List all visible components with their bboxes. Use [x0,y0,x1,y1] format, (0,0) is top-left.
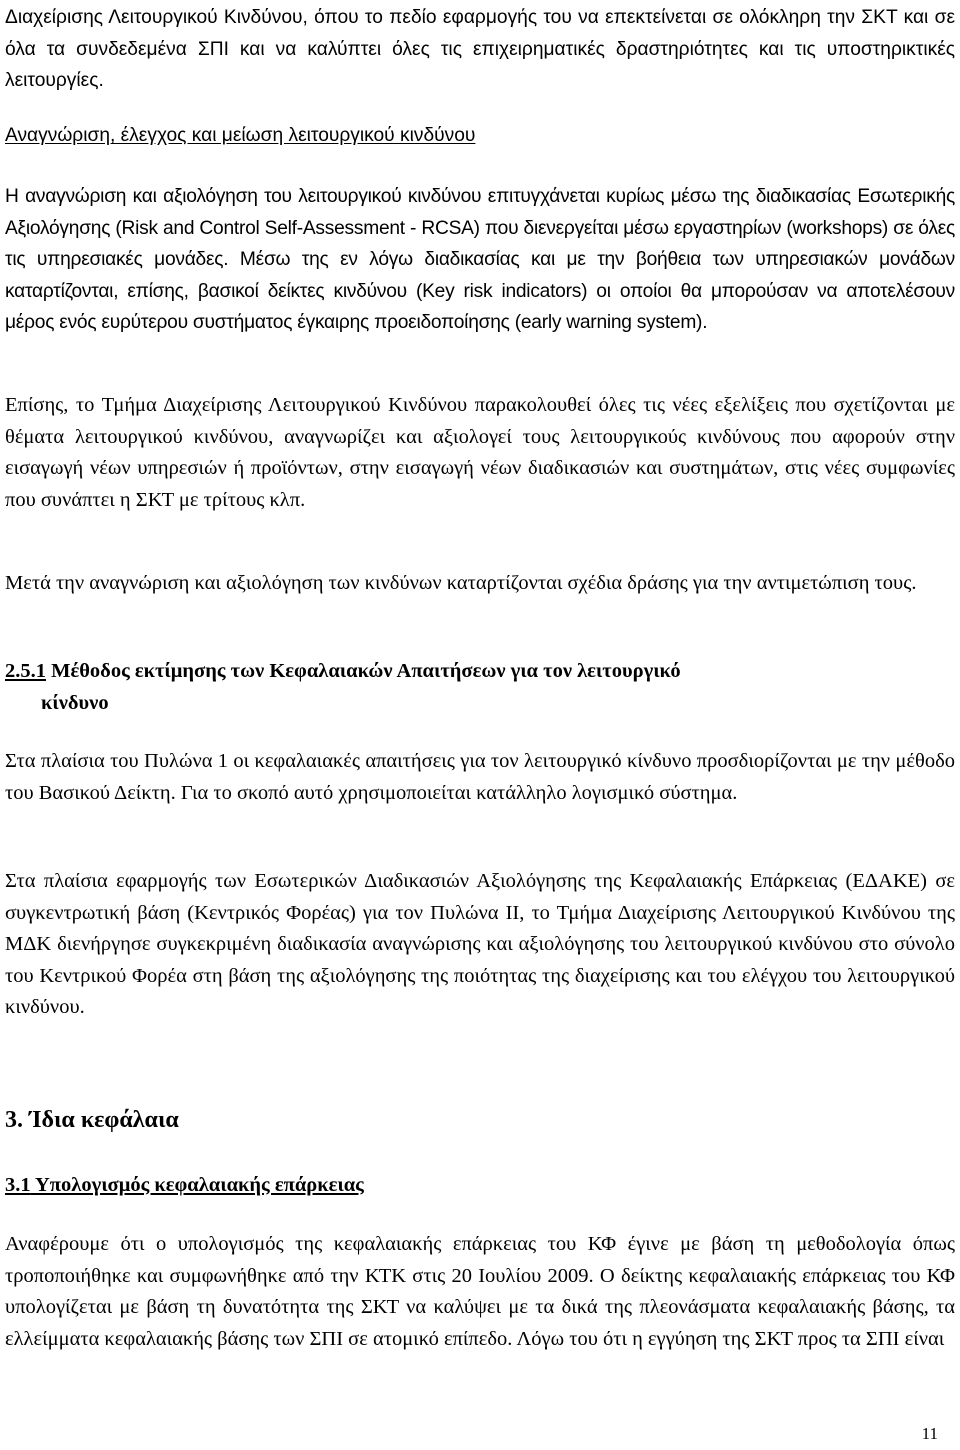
section-title: Μέθοδος εκτίμησης των Κεφαλαιακών Απαιτήσεων για τον λειτουργικό [51,660,681,682]
section-heading-3-1 [5,1170,955,1202]
paragraph-capital-adequacy: Αναφέρουμε ότι ο υπολογισμός της κεφαλαιακής επάρκειας του ΚΦ έγινε με βάση τη μεθοδολογία όπως τροποποιήθηκε και συμφωνήθηκε από την ΚΤΚ στις 20 Ιουλίου 2009. Ο δείκτης κεφαλαιακής επάρκειας του ΚΦ υπολογίζεται με βάση τη δυνατότητα της ΣΚΤ να καλύψει με τα δικά της πλεονάσματα κεφαλαιακής βάσης, τα ελλείμματα κεφαλαιακής βάσης των ΣΠΙ σε ατομικό επίπεδο. Λόγω του ότι η εγγύηση της ΣΚΤ προς τα ΣΠΙ είναι [5,1233,955,1350]
paragraph-rcsa: Η αναγνώριση και αξιολόγηση του λειτουργικού κινδύνου επιτυγχάνεται κυρίως μέσω της διαδικασίας Εσωτερικής Αξιολόγησης (Risk and Control Self-Assessment - RCSA) που διενεργείται μέσω εργαστηρίων (workshops) σε όλες τις υπηρεσιακές μονάδες. Μέσω της εν λόγω διαδικασίας και με την βοήθεια των υπηρεσιακών μονάδων καταρτίζονται, επίσης, βασικοί δείκτες κινδύνου (Key risk indicators) οι οποίοι θα μπορούσαν να αποτελέσουν μέρος ενός ευρύτερου συστήματος έγκαιρης προειδοποίησης (early warning system). [5,186,955,333]
paragraph-pillar-1: Στα πλαίσια του Πυλώνα 1 οι κεφαλαιακές απαιτήσεις για τον λειτουργικό κίνδυνο προσδιορίζονται με την μέθοδο του Βασικού Δείκτη. Για το σκοπό αυτό χρησιμοποιείται κατάλληλο λογισμικό σύστημα. [5,750,955,804]
section-number: 3.1 [5,1174,31,1196]
section-number: 2.5.1 [5,660,46,682]
paragraph-new-developments: Επίσης, το Τμήμα Διαχείρισης Λειτουργικού Κινδύνου παρακολουθεί όλες τις νέες εξελίξεις που σχετίζονται με θέματα λειτουργικού κινδύνου, αναγνωρίζει και αξιολογεί τους λειτουργικούς κινδύνους που αφορούν στην εισαγωγή νέων υπηρεσιών ή προϊόντων, στην εισαγωγή νέων διαδικασιών και συστημάτων, στις νέες συμφωνίες που συνάπτει η ΣΚΤ με τρίτους κλπ. [5,394,955,511]
page-number: 11 [921,1424,938,1443]
section-heading-2-5-1 [5,656,955,719]
section-title: Υπολογισμός κεφαλαιακής επάρκειας [35,1174,364,1196]
heading-identification-control: Αναγνώριση, έλεγχος και μείωση λειτουργικού κινδύνου [5,125,476,146]
paragraph-edake: Στα πλαίσια εφαρμογής των Εσωτερικών Διαδικασιών Αξιολόγησης της Κεφαλαιακής Επάρκειας (ΕΔΑΚΕ) σε συγκεντρωτική βάση (Κεντρικός Φορέας) για τον Πυλώνα ΙΙ, το Τμήμα Διαχείρισης Λειτουργικού Κινδύνου της ΜΔΚ διενήργησε συγκεκριμένη διαδικασία αναγνώρισης και αξιολόγησης του λειτουργικού κινδύνου στο σύνολο του Κεντρικού Φορέα στη βάση της αξιολόγησης της ποιότητας της διαχείρισης και του ελέγχου του λειτουργικού κινδύνου. [5,870,955,1018]
section-title-continued: κίνδυνο [41,691,109,714]
paragraph-risk-management-scope: Διαχείρισης Λειτουργικού Κινδύνου, όπου το πεδίο εφαρμογής του να επεκτείνεται σε ολόκληρη την ΣΚΤ και σε όλα τα συνδεδεμένα ΣΠΙ και να καλύπτει όλες τις επιχειρηματικές δραστηριότητες και τις υποστηρικτικές λειτουργίες. [5,7,955,91]
chapter-heading-3: 3. Ίδια κεφάλαια [5,1107,179,1133]
paragraph-action-plans: Μετά την αναγνώριση και αξιολόγηση των κινδύνων καταρτίζονται σχέδια δράσης για την αντιμετώπιση τους. [5,572,917,594]
